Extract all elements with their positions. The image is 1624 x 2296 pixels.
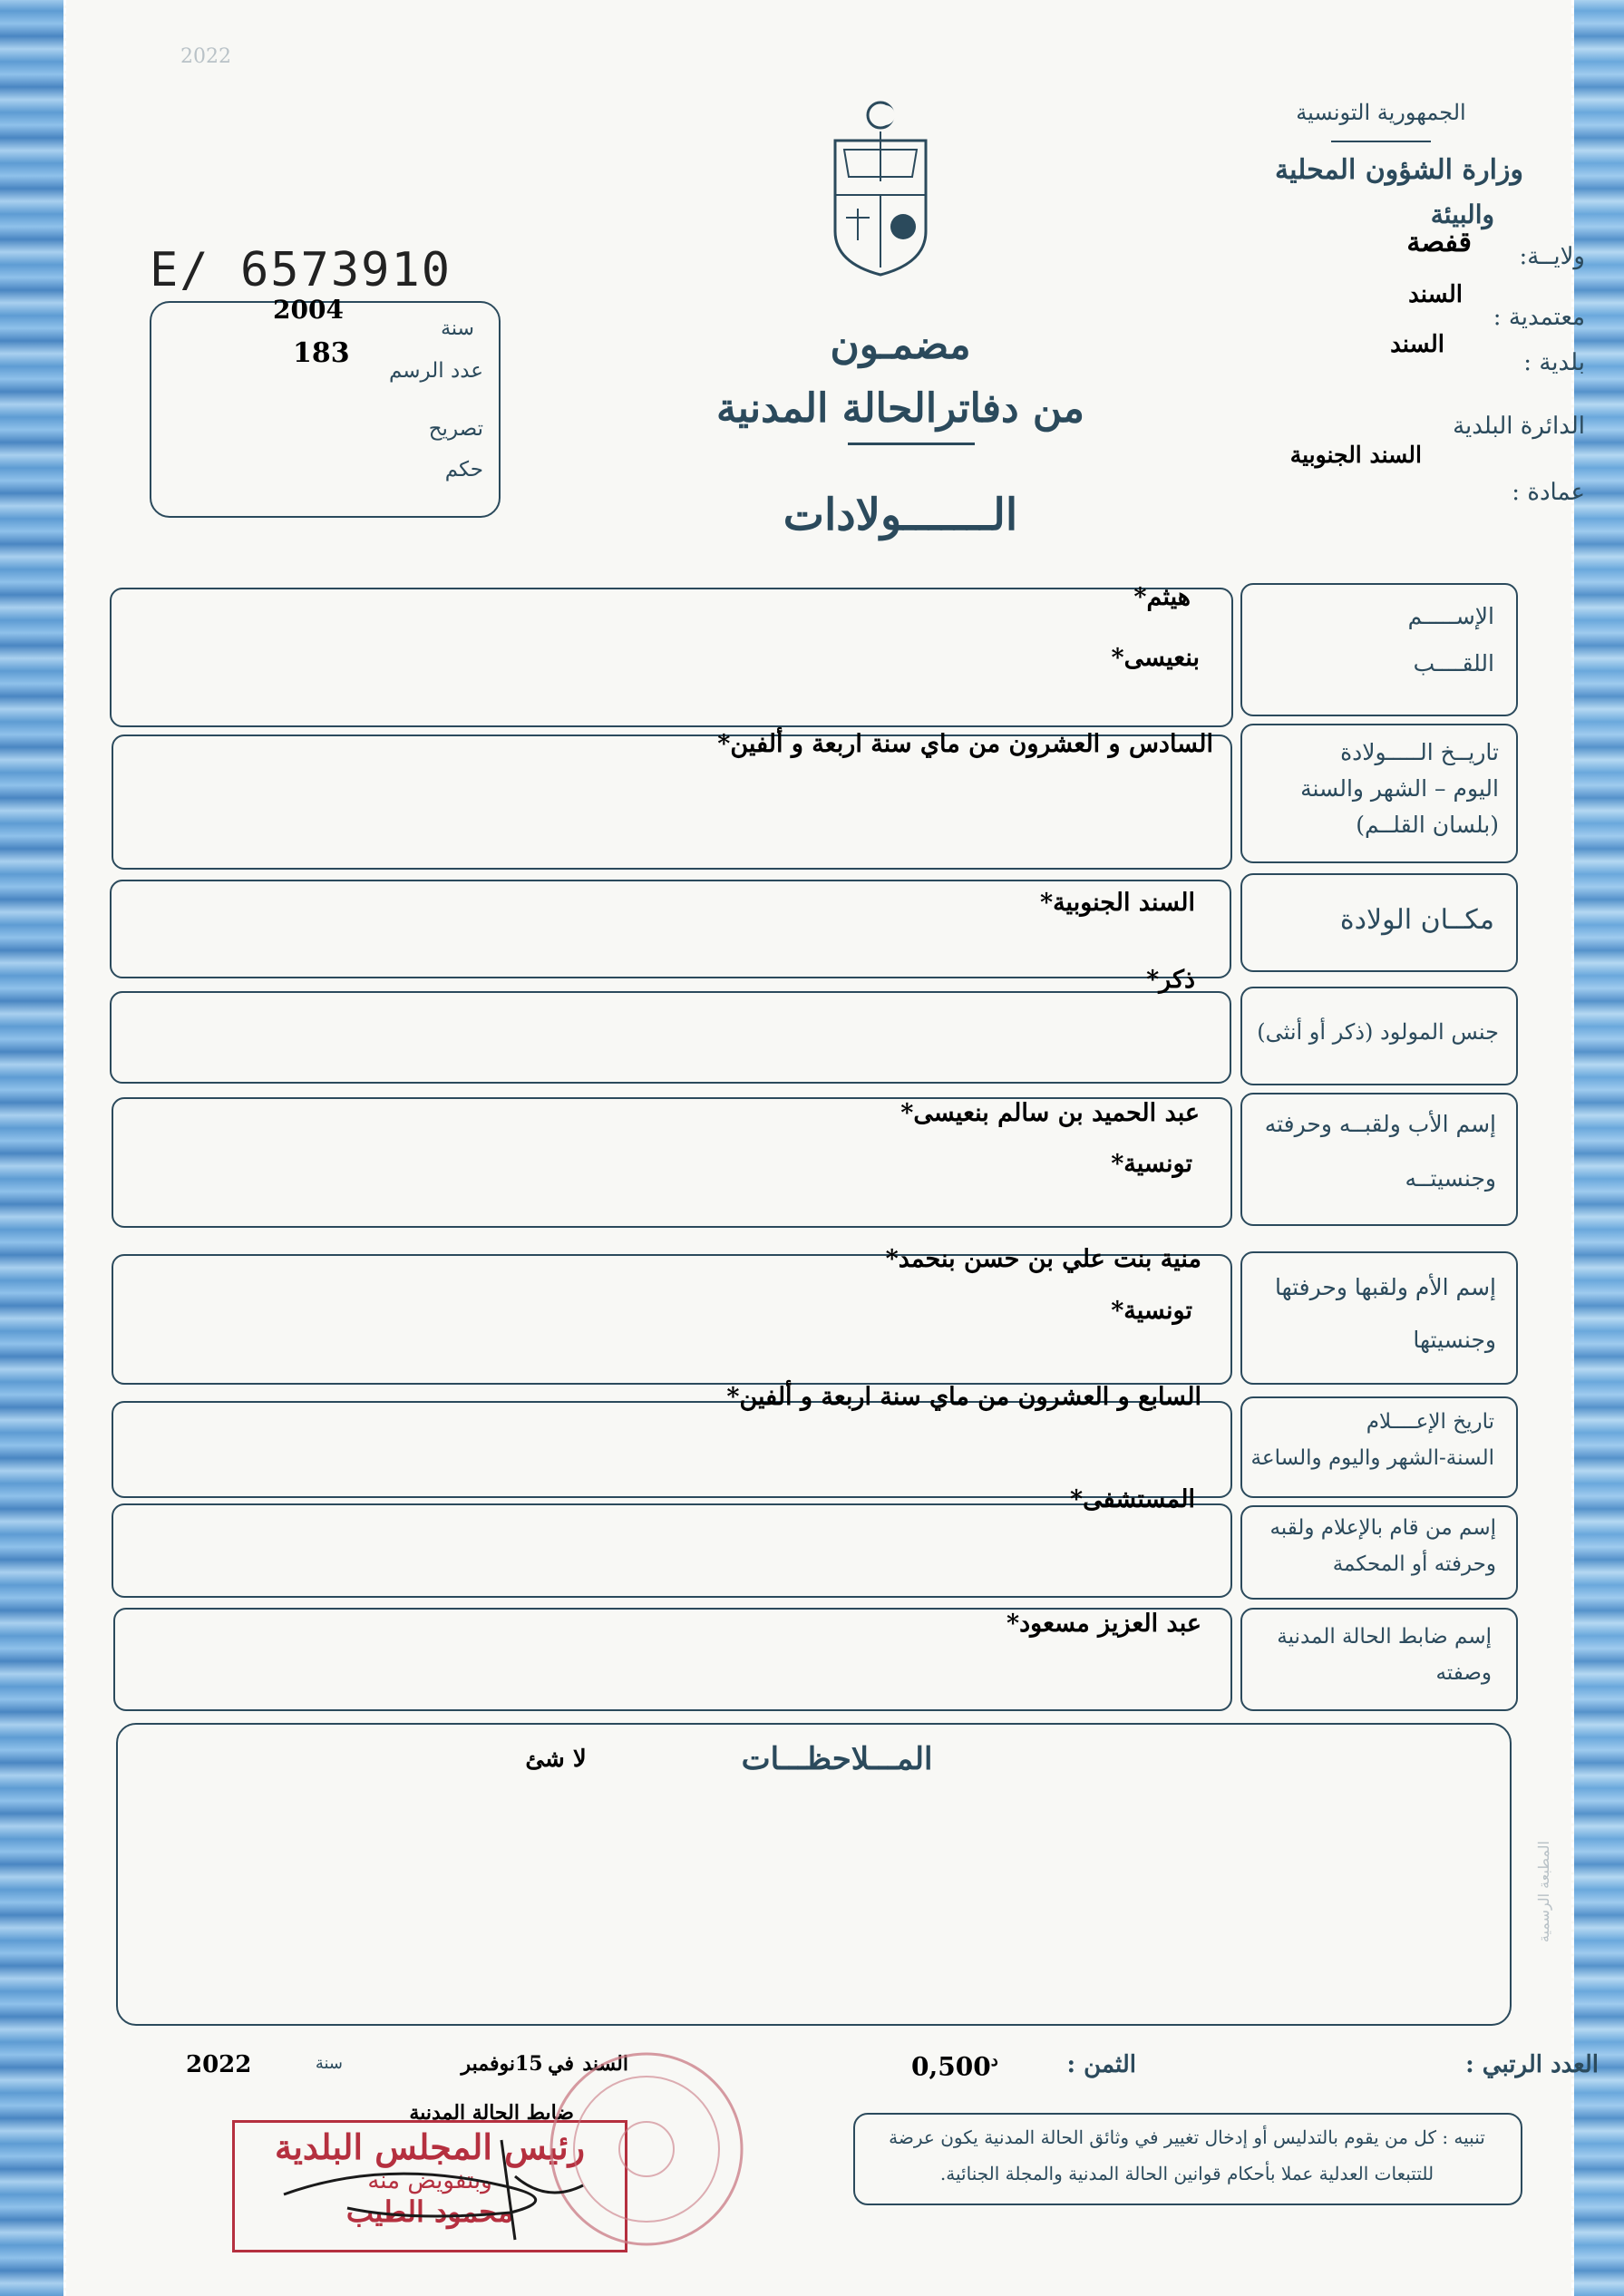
label-line: وجنسيتها bbox=[1413, 1327, 1496, 1353]
title-underline bbox=[848, 443, 975, 445]
label-line: وصفته bbox=[1435, 1661, 1492, 1685]
label-mother bbox=[1250, 1270, 1496, 1358]
value-declarant: المستشفى* bbox=[1070, 1485, 1195, 1513]
label-line: جنس المولود (ذكر أو أنثى) bbox=[1257, 1019, 1499, 1045]
document-page bbox=[63, 0, 1599, 2296]
title-line-1: مضمـون bbox=[830, 322, 971, 368]
municipality-label: بلدية : bbox=[1523, 349, 1585, 376]
value-box-name bbox=[110, 588, 1233, 727]
coat-of-arms-icon bbox=[826, 95, 935, 277]
footer-month: نوفمبر bbox=[461, 2052, 515, 2076]
label-line: اليوم – الشهر والسنة bbox=[1300, 775, 1499, 802]
price-value: 0,500 bbox=[911, 2051, 991, 2082]
label-declarant bbox=[1245, 1510, 1496, 1582]
serial-prefix: E/ bbox=[150, 243, 210, 297]
act-number-value: 183 bbox=[293, 337, 350, 369]
municipality-value: السند bbox=[1390, 331, 1444, 358]
footer-price bbox=[911, 2051, 998, 2081]
stamp-line-3: محمود الطيب bbox=[345, 2194, 514, 2229]
district-label: الدائرة البلدية bbox=[1453, 413, 1585, 440]
district-value: السند الجنوبية bbox=[1289, 442, 1422, 468]
register-year-value: 2004 bbox=[273, 295, 344, 325]
remarks-value: لا شئ bbox=[525, 1746, 587, 1773]
label-line: (بلسان القلــم) bbox=[1356, 812, 1499, 838]
value-box-gender bbox=[110, 991, 1231, 1084]
label-name bbox=[1254, 598, 1494, 682]
label-line: اللقــــب bbox=[1413, 650, 1494, 676]
value-mother-name: منية بنت علي بن حسن بنحمد* bbox=[885, 1245, 1201, 1273]
value-declaration-date: السابع و العشرون من ماي سنة اربعة و ألفين* bbox=[726, 1383, 1201, 1411]
value-box-declarant bbox=[112, 1503, 1232, 1598]
footer-year-value: 2022 bbox=[186, 2051, 252, 2078]
footer-date-prefix: في bbox=[548, 2052, 574, 2076]
value-birthdate: السادس و العشرون من ماي سنة اربعة و ألفين* bbox=[717, 730, 1213, 758]
title-line-3: الـــــــولادات bbox=[783, 490, 1018, 540]
price-unit: د bbox=[990, 2051, 998, 2070]
notice-line-1: تنبيه : كل من يقوم بالتدليس أو إدخال تغيير في وثائق الحالة المدنية يكون عرضة bbox=[889, 2126, 1485, 2148]
label-line: إسم الأم ولقبها وحرفتها bbox=[1274, 1274, 1496, 1300]
label-father bbox=[1250, 1106, 1496, 1197]
value-mother-nationality: تونسية* bbox=[1111, 1297, 1192, 1325]
value-birthplace: السند الجنوبية* bbox=[1039, 889, 1195, 917]
notice-line-2: للتتبعات العدلية عملا بأحكام قوانين الحالة المدنية والمجلة الجنائية. bbox=[939, 2163, 1434, 2184]
header-divider bbox=[1331, 141, 1431, 142]
omda-label: عمادة : bbox=[1512, 479, 1585, 506]
wilaya-value: قفصة bbox=[1406, 227, 1472, 258]
label-birthplace bbox=[1254, 902, 1494, 939]
serial-value: 6573910 bbox=[239, 243, 452, 297]
footer-serial-label: العدد الرتبي : bbox=[1465, 2051, 1599, 2078]
act-number-label: عدد الرسم bbox=[388, 359, 483, 383]
side-print-text: المطبعة الرسمية bbox=[1535, 1841, 1552, 1943]
delegation-value: السند bbox=[1408, 281, 1463, 308]
label-line: الإســـــم bbox=[1407, 603, 1494, 629]
footer-officer-title: ضابط الحالة المدنية bbox=[409, 2101, 574, 2125]
label-line: إسم ضابط الحالة المدنية bbox=[1277, 1625, 1492, 1649]
declaration-label: تصريح bbox=[428, 417, 483, 441]
footer-place: السند bbox=[582, 2052, 628, 2076]
label-line: تاريــخ الـــــولادة bbox=[1340, 739, 1499, 765]
register-year-label: سنة bbox=[441, 317, 474, 340]
republic-name: الجمهورية التونسية bbox=[1296, 100, 1466, 125]
judgment-label: حكم bbox=[444, 458, 483, 482]
ministry-name-2: والبيئة bbox=[1430, 199, 1494, 229]
label-declaration-date bbox=[1245, 1404, 1494, 1476]
wilaya-label: ولايــة: bbox=[1519, 243, 1585, 270]
value-first-name: هيثم* bbox=[1133, 583, 1191, 611]
label-gender bbox=[1250, 1014, 1499, 1050]
stamp-line-2: وبتفويض منه bbox=[367, 2167, 492, 2194]
remarks-label: المـــلاحظـــات bbox=[741, 1741, 933, 1777]
label-line: إسم الأب ولقبــه وحرفته bbox=[1264, 1111, 1496, 1137]
serial-number bbox=[150, 243, 452, 297]
footer-year-label: سنة bbox=[315, 2054, 343, 2073]
ministry-name: وزارة الشؤون المحلية bbox=[1275, 154, 1523, 186]
value-father-name: عبد الحميد بن سالم بنعيسى* bbox=[900, 1099, 1200, 1127]
label-officer bbox=[1245, 1619, 1492, 1691]
stamp-line-1: رئيس المجلس البلدية bbox=[274, 2126, 586, 2167]
value-last-name: بنعيسى* bbox=[1111, 644, 1200, 672]
corner-year: 2022 bbox=[180, 45, 231, 68]
title-line-2: من دفاترالحالة المدنية bbox=[716, 385, 1084, 432]
value-gender: ذكر* bbox=[1146, 966, 1195, 994]
label-line: وحرفته أو المحكمة bbox=[1332, 1552, 1496, 1576]
label-line: إسم من قام بالإعلام ولقبه bbox=[1269, 1516, 1496, 1540]
value-box-declaration-date bbox=[112, 1401, 1232, 1498]
footer-price-label: الثمن : bbox=[1066, 2051, 1136, 2078]
value-officer: عبد العزيز مسعود* bbox=[1006, 1610, 1201, 1638]
label-line: تاريخ الإعــــلام bbox=[1366, 1410, 1494, 1434]
value-box-mother bbox=[112, 1254, 1232, 1385]
footer-day: 15 bbox=[515, 2052, 543, 2076]
value-father-nationality: تونسية* bbox=[1111, 1150, 1192, 1178]
label-line: مكــان الولادة bbox=[1339, 904, 1494, 936]
signature-icon bbox=[275, 2122, 656, 2249]
delegation-label: معتمدية : bbox=[1493, 304, 1585, 331]
label-line: وجنسيتــه bbox=[1405, 1165, 1496, 1192]
label-birthdate bbox=[1250, 735, 1499, 843]
label-line: السنة-الشهر واليوم والساعة bbox=[1250, 1446, 1494, 1470]
